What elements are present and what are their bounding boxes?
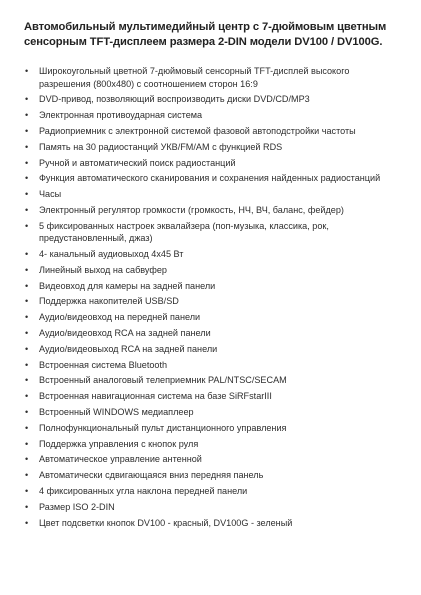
feature-item <box>24 248 395 260</box>
feature-text: Линейный выход на сабвуфер <box>39 264 167 275</box>
feature-item <box>24 406 395 418</box>
feature-item <box>24 422 395 434</box>
bullet-icon: • <box>25 66 29 77</box>
feature-item <box>24 93 395 105</box>
feature-text: Поддержка управления с кнопок руля <box>39 438 199 449</box>
feature-text: Встроенная система Bluetooth <box>39 359 168 370</box>
page-title: Автомобильный мультимедийный центр с 7-дюймовым цветным сенсорным TFT-дисплеем размера 2-DIN модели DV100 / DV100G. <box>24 21 387 48</box>
feature-item <box>24 295 395 307</box>
feature-text: Радиоприемник с электронной системой фазовой автоподстройки частоты <box>39 125 356 136</box>
bullet-icon: • <box>25 406 29 417</box>
feature-text: Аудио/видеовыход RCA на задней панели <box>39 343 218 354</box>
feature-text: Поддержка накопителей USB/SD <box>39 296 179 307</box>
bullet-icon: • <box>25 189 29 200</box>
feature-item <box>24 501 395 513</box>
bullet-icon: • <box>25 110 29 121</box>
feature-item <box>24 343 395 355</box>
feature-text: Аудио/видеовход на передней панели <box>39 312 201 323</box>
bullet-icon: • <box>25 173 29 184</box>
feature-item <box>24 374 395 386</box>
feature-item <box>24 220 395 245</box>
feature-item <box>24 157 395 169</box>
feature-text: Ручной и автоматический поиск радиостанций <box>39 157 236 168</box>
bullet-icon: • <box>25 438 29 449</box>
feature-item <box>24 311 395 323</box>
feature-text: Полнофункциональный пульт дистанционного управления <box>39 422 287 433</box>
feature-text: Встроенная навигационная система на базе SiRFstarIII <box>39 391 272 402</box>
feature-item <box>24 327 395 339</box>
bullet-icon: • <box>25 125 29 136</box>
bullet-icon: • <box>25 485 29 496</box>
feature-text: Электронная противоударная система <box>39 110 203 121</box>
feature-text: 5 фиксированных настроек эквалайзера (поп-музыка, классика, рок, предустановленный, джаз) <box>39 220 329 244</box>
feature-text: DVD-привод, позволяющий воспроизводить диски DVD/CD/MP3 <box>39 94 310 105</box>
bullet-icon: • <box>25 501 29 512</box>
feature-item <box>24 469 395 481</box>
bullet-icon: • <box>25 391 29 402</box>
bullet-icon: • <box>25 375 29 386</box>
bullet-icon: • <box>25 454 29 465</box>
feature-item <box>24 141 395 153</box>
feature-item <box>24 280 395 292</box>
feature-text: 4 фиксированных угла наклона передней панели <box>39 485 248 496</box>
feature-item <box>24 172 395 184</box>
bullet-icon: • <box>25 296 29 307</box>
bullet-icon: • <box>25 470 29 481</box>
feature-item <box>24 390 395 402</box>
feature-text: Встроенный WINDOWS медиаплеер <box>39 406 194 417</box>
feature-item <box>24 109 395 121</box>
feature-item <box>24 517 395 529</box>
feature-text: Автоматически сдвигающаяся вниз передняя панель <box>39 470 264 481</box>
feature-text: Встроенный аналоговый телеприемник PAL/NTSC/SECAM <box>39 375 287 386</box>
feature-text: 4- канальный аудиовыход 4х45 Вт <box>39 248 184 259</box>
bullet-icon: • <box>25 248 29 259</box>
feature-text: Функция автоматического сканирования и сохранения найденных радиостанций <box>39 173 381 184</box>
feature-text: Электронный регулятор громкости (громкость, НЧ, ВЧ, баланс, фейдер) <box>39 204 344 215</box>
feature-item <box>24 188 395 200</box>
feature-text: Широкоугольный цветной 7-дюймовый сенсорный TFT-дисплей высокого разрешения (800х480) с соотношением сторон 16:9 <box>39 66 350 89</box>
feature-list <box>24 65 395 529</box>
bullet-icon: • <box>25 280 29 291</box>
bullet-icon: • <box>25 204 29 215</box>
feature-text: Аудио/видеовход RCA на задней панели <box>39 327 211 338</box>
bullet-icon: • <box>25 312 29 323</box>
bullet-icon: • <box>25 343 29 354</box>
feature-text: Видеовход для камеры на задней панели <box>39 280 216 291</box>
feature-item <box>24 65 395 90</box>
feature-item <box>24 359 395 371</box>
bullet-icon: • <box>25 327 29 338</box>
bullet-icon: • <box>25 422 29 433</box>
feature-item <box>24 453 395 465</box>
bullet-icon: • <box>25 264 29 275</box>
feature-item <box>24 264 395 276</box>
bullet-icon: • <box>25 94 29 105</box>
feature-text: Часы <box>39 189 62 200</box>
feature-item <box>24 485 395 497</box>
bullet-icon: • <box>25 220 29 231</box>
bullet-icon: • <box>25 517 29 528</box>
feature-text: Цвет подсветки кнопок DV100 - красный, DV100G - зеленый <box>39 517 293 528</box>
feature-text: Автоматическое управление антенной <box>39 454 202 465</box>
feature-item <box>24 125 395 137</box>
bullet-icon: • <box>25 359 29 370</box>
feature-item <box>24 204 395 216</box>
feature-text: Размер ISO 2-DIN <box>39 501 115 512</box>
feature-text: Память на 30 радиостанций УКВ/FM/AM с функцией RDS <box>39 141 283 152</box>
bullet-icon: • <box>25 157 29 168</box>
bullet-icon: • <box>25 141 29 152</box>
feature-item <box>24 438 395 450</box>
